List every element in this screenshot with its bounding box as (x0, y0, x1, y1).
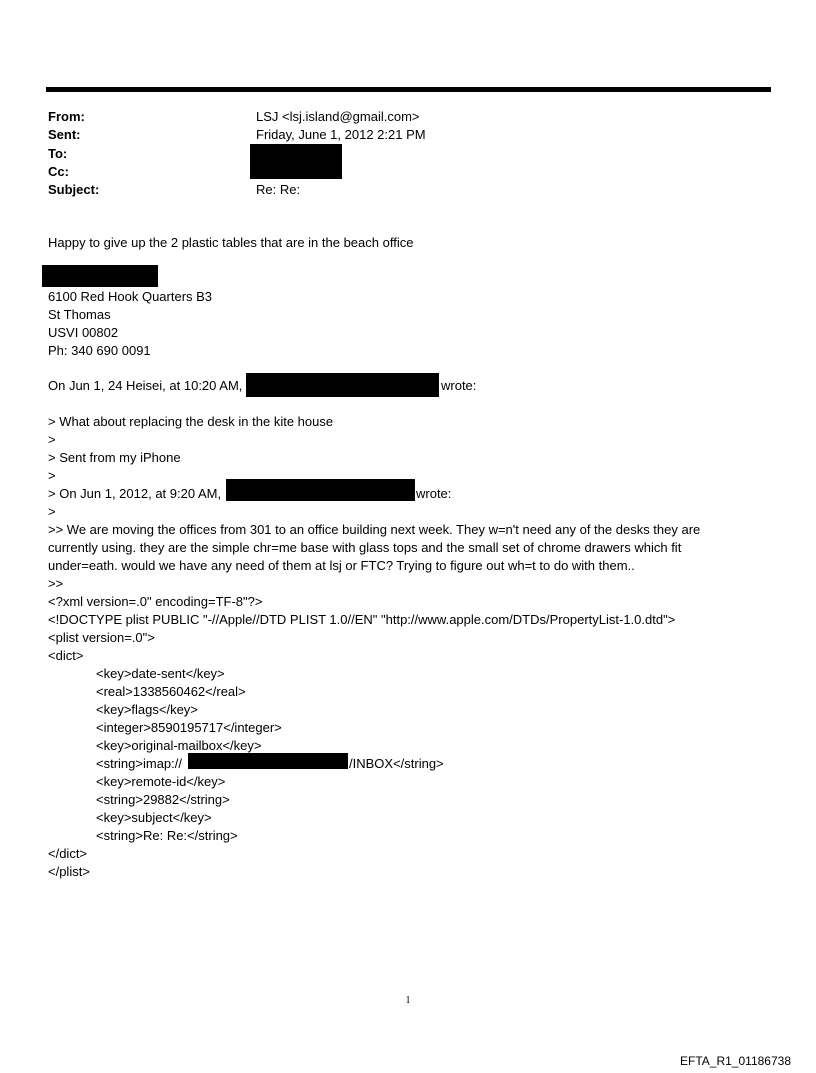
plist-line: <string>Re: Re:</string> (96, 828, 238, 843)
phone-line: Ph: 340 690 0091 (48, 343, 151, 358)
plist-line: <key>original-mailbox</key> (96, 738, 262, 753)
plist-line: <key>flags</key> (96, 702, 198, 717)
redaction-mailbox (188, 753, 348, 769)
to-label: To: (48, 146, 68, 161)
redaction-signature-name (42, 265, 158, 287)
quoted-reply-header-prefix: > On Jun 1, 2012, at 9:20 AM, (48, 486, 222, 501)
quoted-paragraph-line: currently using. they are the simple chr=me base with glass tops and the small set of chrome drawers which fit (48, 540, 682, 555)
address-line: USVI 00802 (48, 325, 119, 340)
from-label: From: (48, 109, 85, 124)
quoted-line: > (48, 468, 56, 483)
address-line: St Thomas (48, 307, 111, 322)
quoted-line: > What about replacing the desk in the kite house (48, 414, 334, 429)
quoted-line: >> (48, 576, 64, 591)
plist-line: <key>subject</key> (96, 810, 212, 825)
cc-label: Cc: (48, 164, 69, 179)
quoted-reply-header-suffix: wrote: (416, 486, 452, 501)
quoted-paragraph-line: >> We are moving the offices from 301 to an office building next week. They w=n't need any of the desks they are (48, 522, 701, 537)
sent-value: Friday, June 1, 2012 2:21 PM (256, 127, 426, 142)
plist-line: <key>remote-id</key> (96, 774, 226, 789)
plist-close: </plist> (48, 864, 90, 879)
address-line: 6100 Red Hook Quarters B3 (48, 289, 213, 304)
quoted-line: > (48, 432, 56, 447)
page-number: 1 (405, 995, 411, 1006)
redaction-recipients (250, 144, 342, 179)
dict-open: <dict> (48, 648, 84, 663)
subject-label: Subject: (48, 182, 100, 197)
plist-imap-suffix: /INBOX</string> (349, 756, 444, 771)
plist-xml-decl: <?xml version=.0" encoding=TF-8"?> (48, 594, 263, 609)
body-line: Happy to give up the 2 plastic tables that are in the beach office (48, 235, 414, 250)
subject-value: Re: Re: (256, 182, 301, 197)
reply-header-prefix: On Jun 1, 24 Heisei, at 10:20 AM, (48, 378, 243, 393)
redaction-quoted-sender (226, 479, 415, 501)
plist-line: <integer>8590195717</integer> (96, 720, 282, 735)
plist-open: <plist version=.0"> (48, 630, 155, 645)
quoted-paragraph-line: under=eath. would we have any need of them at lsj or FTC? Trying to figure out wh=t to do with them.. (48, 558, 635, 573)
header-rule (46, 87, 771, 92)
quoted-line: > (48, 504, 56, 519)
plist-imap-prefix: <string>imap:// (96, 756, 182, 771)
plist-line: <string>29882</string> (96, 792, 230, 807)
quoted-line: > Sent from my iPhone (48, 450, 181, 465)
reply-header-suffix: wrote: (441, 378, 477, 393)
from-value: LSJ <lsj.island@gmail.com> (256, 109, 420, 124)
bates-number: EFTA_R1_01186738 (680, 1054, 791, 1068)
dict-close: </dict> (48, 846, 88, 861)
plist-line: <key>date-sent</key> (96, 666, 225, 681)
plist-line: <real>1338560462</real> (96, 684, 246, 699)
plist-doctype: <!DOCTYPE plist PUBLIC "-//Apple//DTD PLIST 1.0//EN" "http://www.apple.com/DTDs/PropertyList-1.0.dtd"> (48, 612, 676, 627)
redaction-sender (246, 373, 439, 397)
sent-label: Sent: (48, 127, 81, 142)
